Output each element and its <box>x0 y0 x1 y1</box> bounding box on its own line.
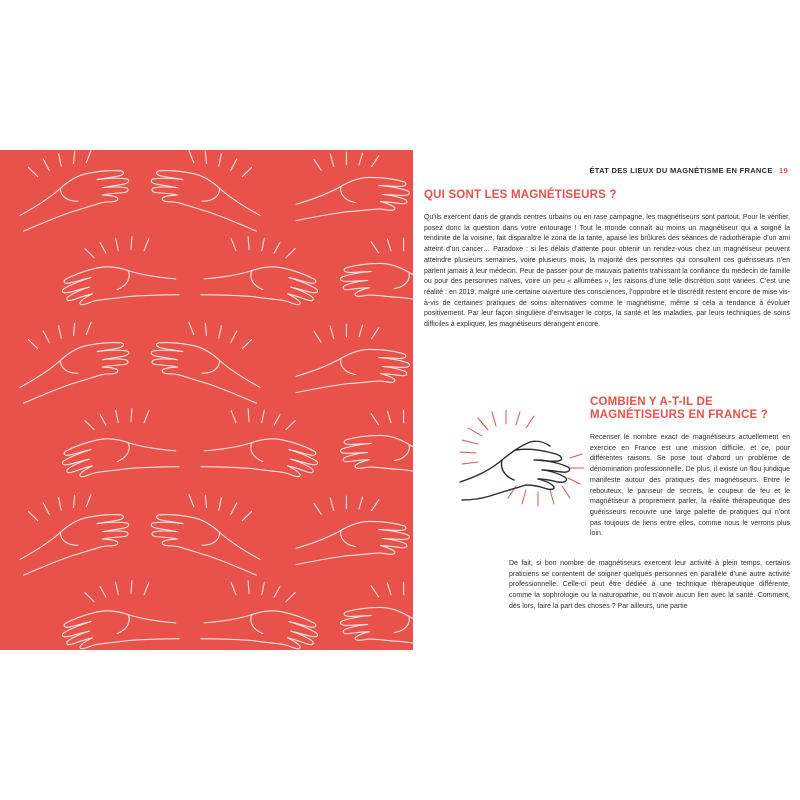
pattern-hand <box>9 313 134 403</box>
running-head <box>589 166 788 175</box>
pattern-hand <box>145 485 270 575</box>
pattern-hand <box>9 150 134 231</box>
pattern-hand <box>54 228 179 318</box>
hands-pattern-illustration <box>0 150 413 650</box>
section2-title: COMBIEN Y A-T-IL DE MAGNÉTISEURS EN FRANCE ? <box>590 396 768 421</box>
hands-pattern-page <box>0 150 413 650</box>
running-head-section: ÉTAT DES LIEUX DU MAGNÉTISME EN FRANCE <box>589 166 773 175</box>
radiating-hand-icon <box>458 410 586 508</box>
section2-body: Recenser le nombre exact de magnétiseurs actuellement en exercice en France est une mission difficile, et ce, pour différentes raisons. Se pose tout d’abord un problème de dénomination professionnelle. De plus, il existe un flou juridique manifeste autour des pratiques des magnétiseurs. Entre le rebouteux, le panseur de secrets, le coupeur de feu et le magnétiseur à proprement parler, la réalité thérapeutique des guérisseurs recouvre une large palette de pratiques qui n’ont pas toujours de liens entre elles, comme nous le verrons plus loin. <box>590 434 790 538</box>
pattern-hand <box>145 313 270 403</box>
pattern-hand <box>54 572 179 650</box>
pattern-hand <box>341 582 413 650</box>
section1-body: Qu’ils exercent dans de grands centres urbains ou en rase campagne, les magnétiseurs sont partout. Pour le vérifier, posez donc la question dans votre entourage ! Tout le monde connaît au moins un magnétiseur qui a soigné la tendinite de la voisine, fait disparaître le zona de la tante, apaisé les brûlures des séances de radiothérapie d’un ami atteint d’un cancer… Paradoxe : si les délais d’attente pour obtenir un rendez-vous chez un magnétiseur peuvent atteindre plusieurs semaines, voire plusieurs mois, la majorité des personnes qui consultent ces guérisseurs n’en parlent jamais à leur médecin. Peur de passer pour de mauvais patients trahissant la confiance du médecin de famille ou pour des personnes naïves, voire un peu « allumées », les raisons d’une telle discrétion sont variées. C’est une réalité : en 2019, malgré une certaine ouverture des consciences, l’opprobre et le discrédit restent encore de mise vis-à-vis de certaines pratiques de soins alternatives comme le magnétisme, même si cela a tendance à évoluer positivement. Par leur façon singulière d’envisager le corps, la santé et les maladies, par leurs techniques de soins difficiles à expliquer, les magnétiseurs dérangent encore. <box>424 214 790 329</box>
pattern-hand <box>145 150 270 231</box>
pattern-hand <box>296 324 409 392</box>
pattern-hand <box>201 572 326 650</box>
section2-continuation: De fait, si bon nombre de magnétiseurs exercent leur activité à plein temps, certains praticiens se contentent de soigner quelques personnes en parallèle d’une autre activité professionnelle. Celle-ci peut être dédiée à une technique thérapeutique différente, comme la sophrologie ou la naturopathie, ou n’avoir aucun lien avec la santé. Comment, dès lors, faire la part des choses ? Par ailleurs, une partie <box>509 560 790 610</box>
pattern-hand <box>341 238 413 306</box>
pattern-hand <box>296 496 409 564</box>
pattern-hand <box>201 400 326 490</box>
page-number: 19 <box>779 166 788 175</box>
pattern-hand <box>9 485 134 575</box>
pattern-hand <box>341 410 413 478</box>
pattern-hand <box>296 152 409 220</box>
pattern-hand <box>54 400 179 490</box>
pattern-hand <box>201 228 326 318</box>
section1-title: QUI SONT LES MAGNÉTISEURS ? <box>424 189 617 201</box>
